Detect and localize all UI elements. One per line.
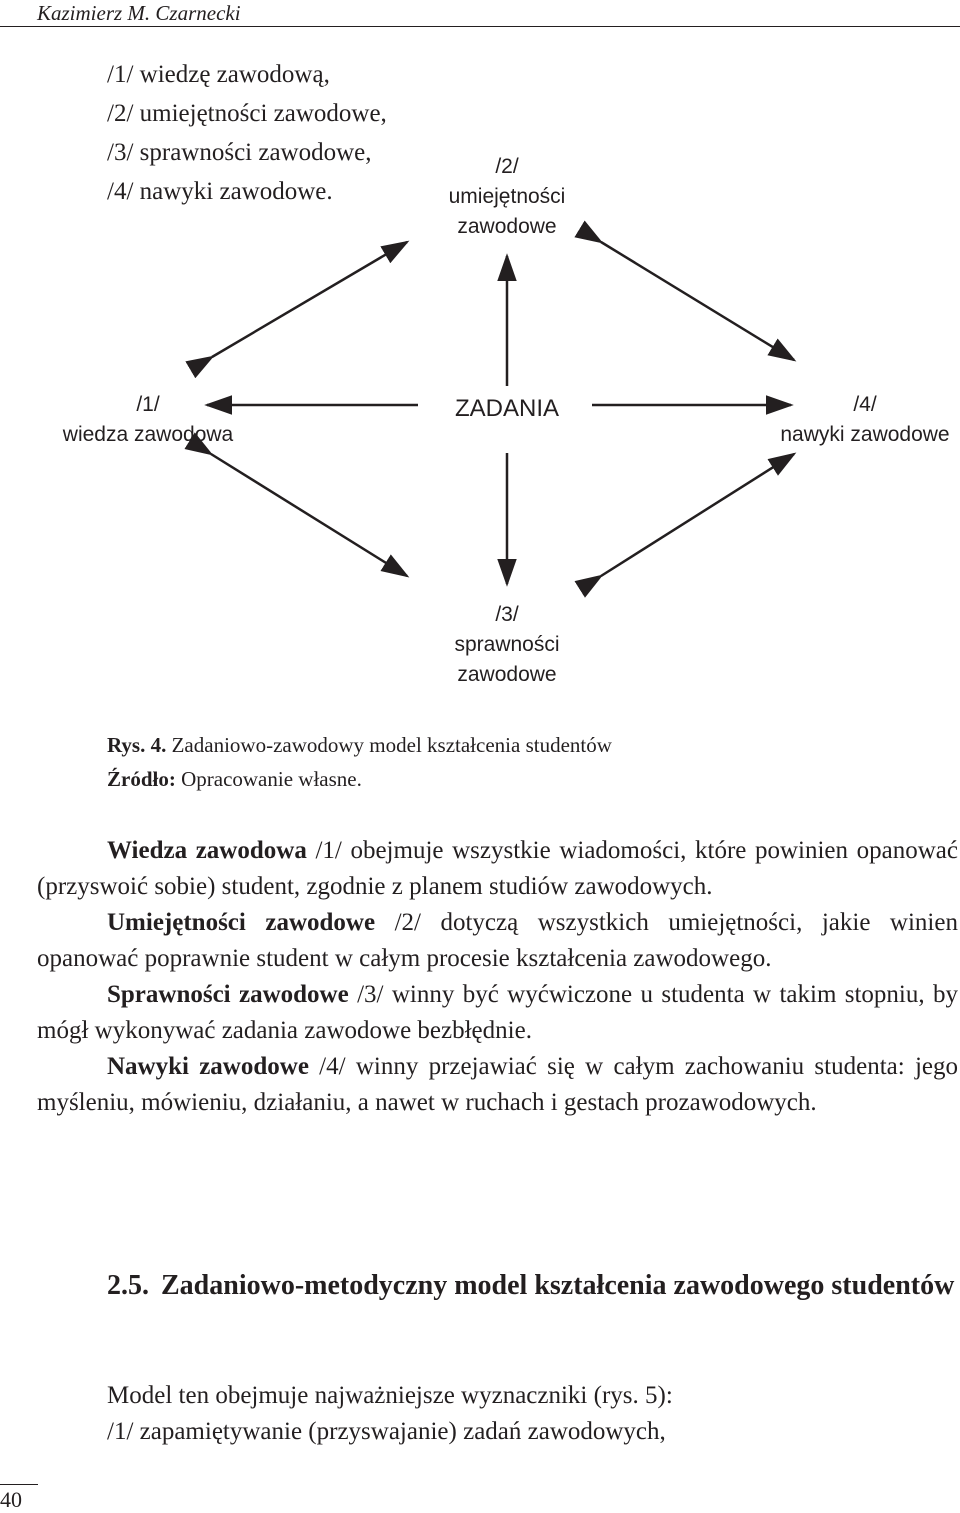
figure-title-line — [107, 728, 612, 762]
node-professional-proficiency — [437, 600, 577, 690]
node-label: zawodowe — [457, 215, 557, 238]
model-intro-line: Model ten obejmuje najważniejsze wyznaczniki (rys. 5): — [107, 1382, 673, 1409]
paragraph-text: /1/ obejmuje wszystkie wiadomości, które powinien opanować (przyswoić sobie) student, zgodnie z planem studiów zawodowych. — [37, 837, 958, 900]
intro-list-item: /1/ wiedzę zawodową, — [107, 61, 330, 88]
paragraph-text: /3/ winny być wyćwiczone u studenta w takim stopniu, by mógł wykonywać zadania zawodowe bezbłędnie. — [37, 981, 958, 1044]
arrow-left-to-bottom — [211, 454, 407, 576]
paragraph — [37, 833, 958, 905]
paragraph-text: /2/ dotyczą wszystkich umiejętności, jakie winien opanować poprawnie student w całym procesie kształcenia zawodowego. — [37, 909, 958, 972]
arrow-bottom-to-right — [601, 454, 794, 576]
body-text — [37, 833, 958, 1121]
node-label: nawyki zawodowe — [780, 423, 950, 446]
node-number: /2/ — [495, 155, 519, 178]
paragraph-text: /4/ winny przejawiać się w całym zachowaniu studenta: jego myśleniu, mówieniu, działaniu, a nawet w ruchach i gestach prozawodowych. — [37, 1053, 958, 1116]
model-intro — [107, 1378, 673, 1450]
paragraph — [37, 905, 958, 977]
paragraph-term: Nawyki zawodowe — [107, 1053, 309, 1080]
node-professional-knowledge — [48, 390, 248, 450]
page-number: 40 — [0, 1484, 38, 1513]
figure-title: Zadaniowo-zawodowy model kształcenia studentów — [171, 733, 612, 757]
model-intro-line: /1/ zapamiętywanie (przyswajanie) zadań zawodowych, — [107, 1418, 666, 1445]
header-rule — [0, 26, 960, 27]
paragraph — [37, 977, 958, 1049]
figure-label: Rys. 4. — [107, 733, 167, 757]
node-label: zawodowe — [457, 663, 557, 686]
source-label: Źródło: — [107, 767, 176, 791]
paragraph — [37, 1049, 958, 1121]
figure-caption — [107, 728, 612, 796]
intro-list-item: /2/ umiejętności zawodowe, — [107, 100, 387, 127]
source-text: Opracowanie własne. — [181, 767, 362, 791]
node-label: umiejętności — [448, 185, 566, 208]
node-number: /1/ — [136, 393, 160, 416]
task-model-diagram — [0, 150, 960, 695]
paragraph-term: Sprawności zawodowe — [107, 981, 349, 1008]
paragraph-term: Wiedza zawodowa — [107, 837, 307, 864]
node-number: /3/ — [495, 603, 519, 626]
running-header-author: Kazimierz M. Czarnecki — [37, 1, 241, 25]
paragraph-term: Umiejętności zawodowe — [107, 909, 376, 936]
figure-source-line — [107, 762, 612, 796]
node-label: wiedza zawodowa — [62, 423, 234, 446]
section-title: Zadaniowo-metodyczny model kształcenia zawodowego studentów — [161, 1270, 955, 1301]
arrow-left-to-top — [212, 242, 407, 357]
node-number: /4/ — [853, 393, 877, 416]
section-number: 2.5. — [107, 1270, 149, 1301]
node-professional-skills — [437, 152, 577, 242]
node-label: ZADANIA — [454, 395, 559, 422]
node-professional-habits — [770, 390, 960, 450]
node-tasks — [430, 394, 584, 424]
arrow-top-to-right — [601, 242, 794, 360]
node-label: sprawności — [454, 633, 560, 656]
intro-list-item: /4/ nawyki zawodowe. — [107, 178, 333, 205]
section-heading — [37, 1266, 958, 1306]
intro-list-item: /3/ sprawności zawodowe, — [107, 139, 372, 166]
